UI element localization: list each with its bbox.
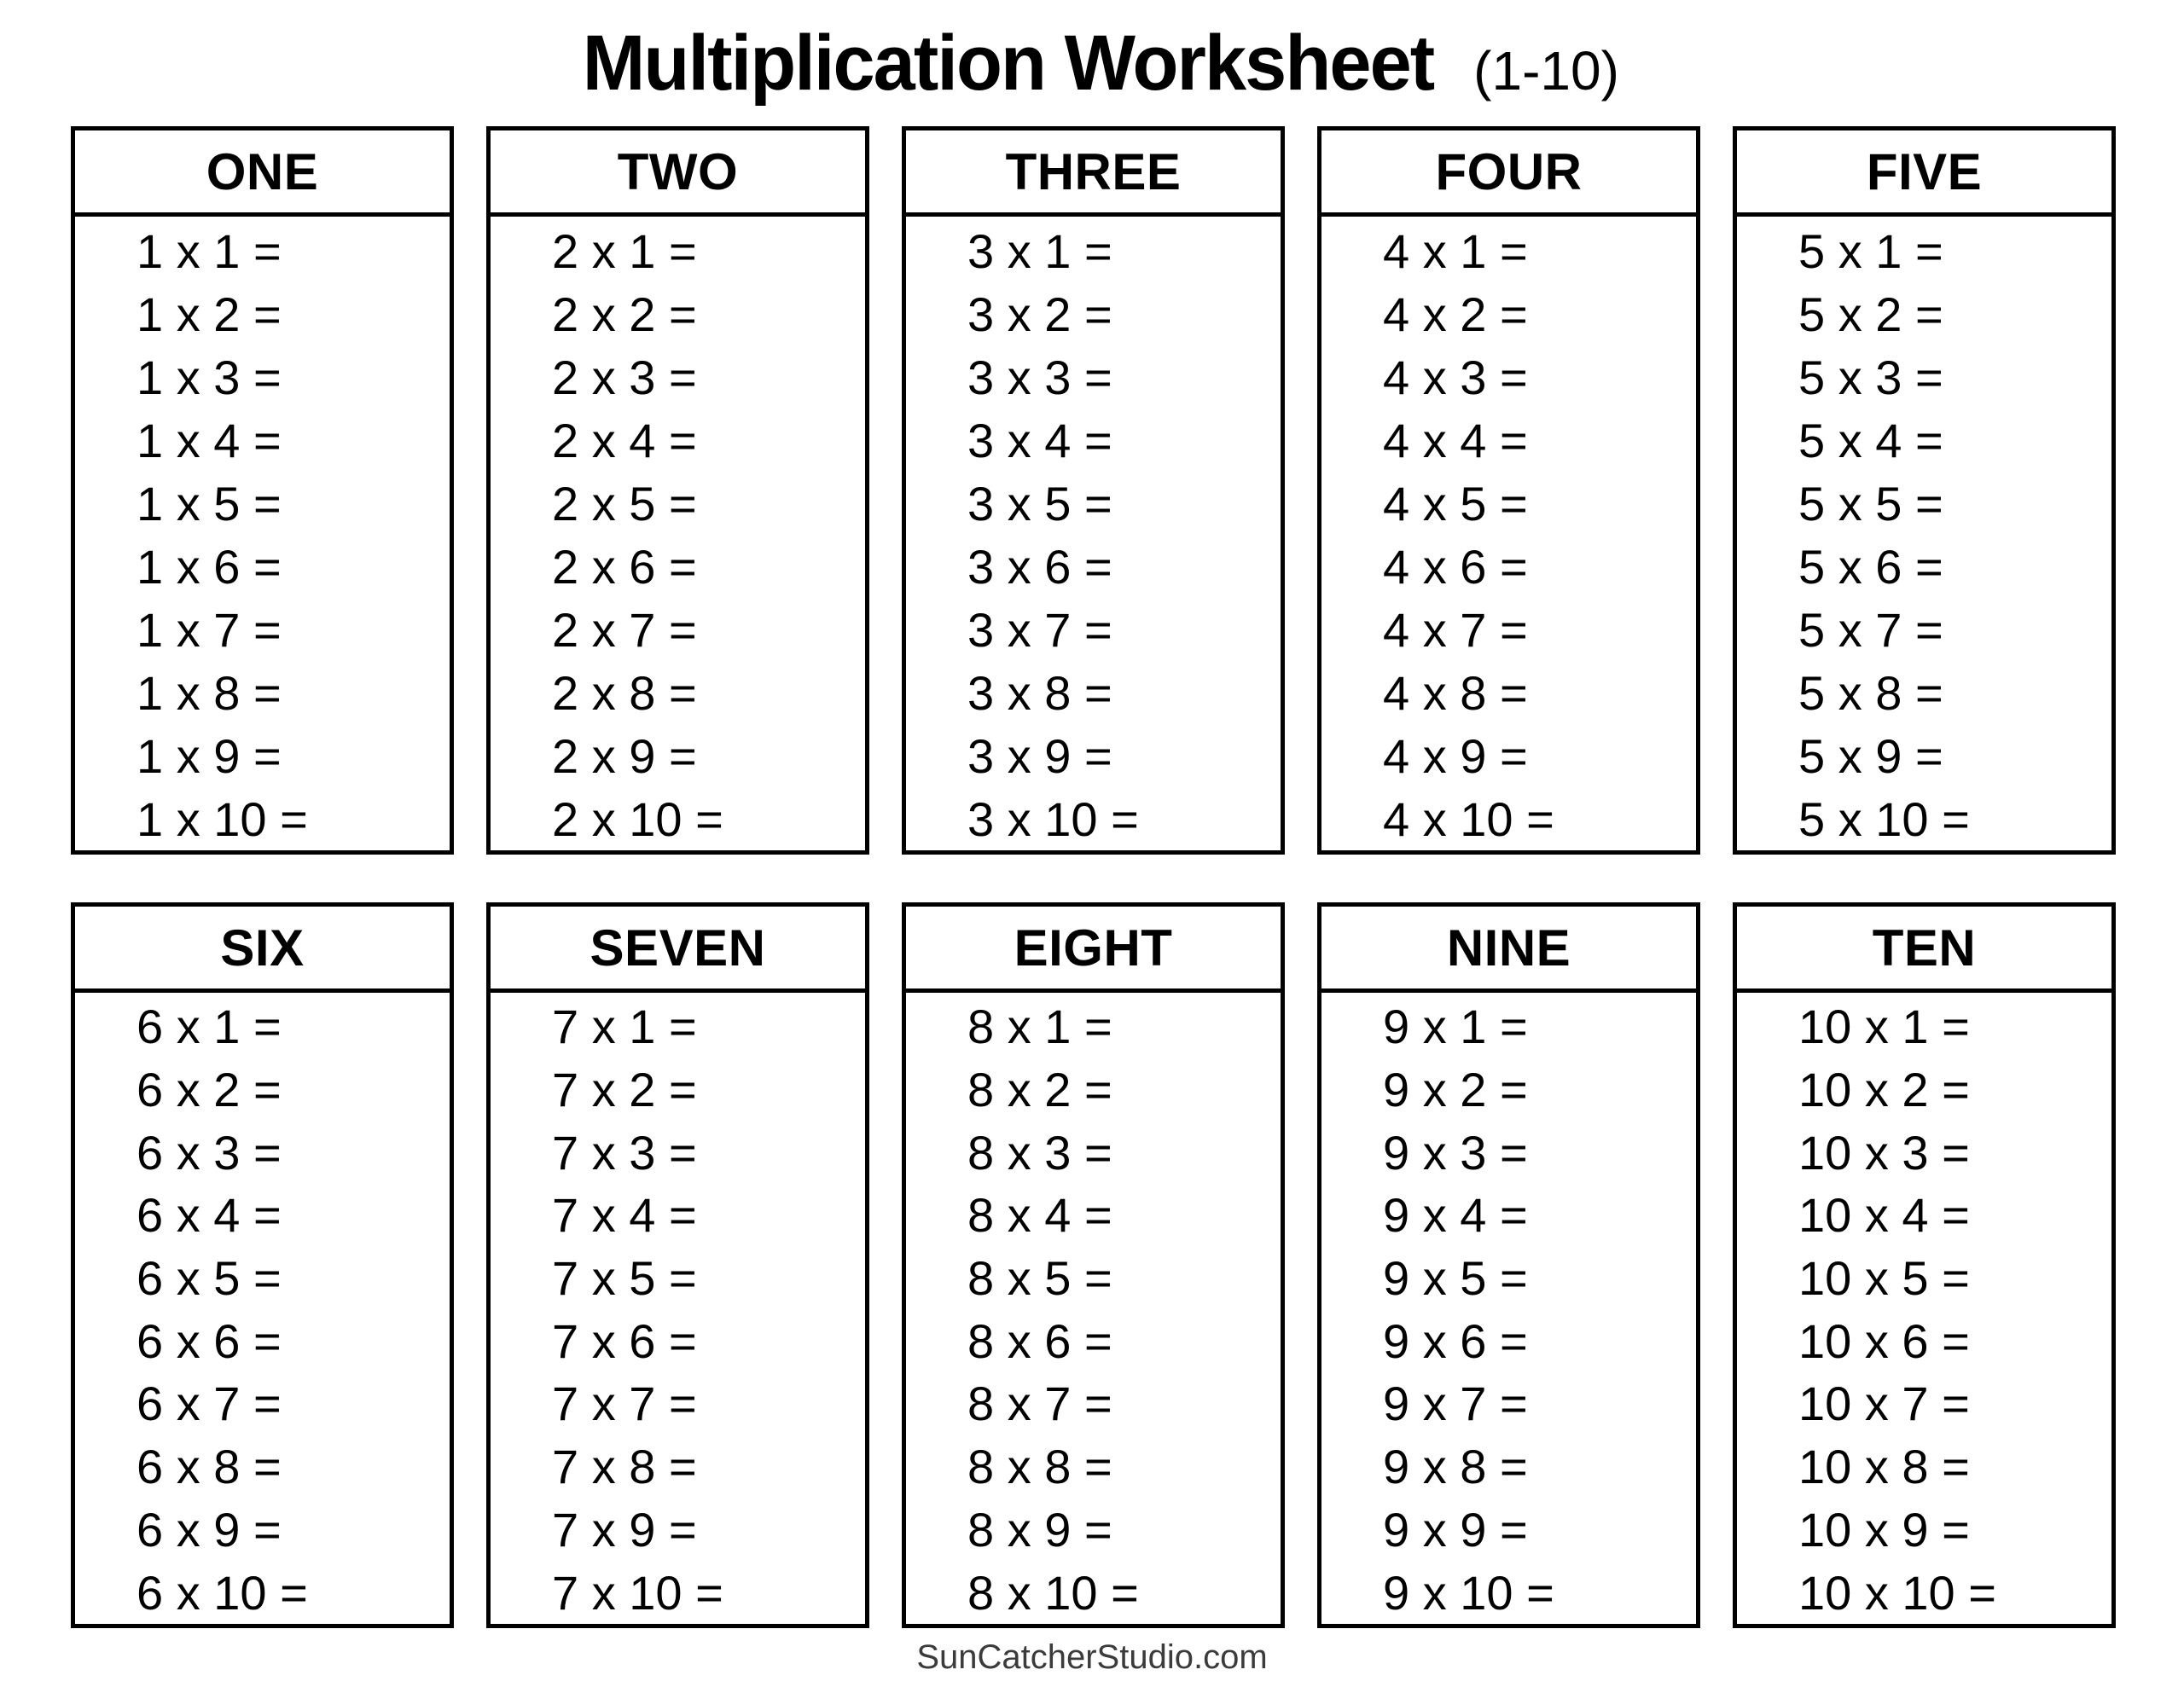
problem-text: 5 x 2 =	[1798, 287, 1943, 341]
problem-text: 2 x 9 =	[552, 728, 697, 783]
problem-text: 5 x 1 =	[1798, 223, 1943, 278]
table-eight-header: EIGHT	[906, 907, 1281, 993]
problem-text: 10 x 4 =	[1798, 1188, 1970, 1243]
problem-text: 8 x 5 =	[967, 1251, 1112, 1306]
problem-text: 5 x 4 =	[1798, 413, 1943, 467]
page-title-range: (1-10)	[1473, 39, 1619, 101]
problem-text: 5 x 7 =	[1798, 602, 1943, 657]
table-six-header: SIX	[75, 907, 450, 993]
problem-text: 9 x 7 =	[1383, 1377, 1528, 1431]
problem-text: 4 x 8 =	[1383, 665, 1528, 720]
problem-text: 10 x 5 =	[1798, 1251, 1970, 1306]
problem-text: 6 x 3 =	[136, 1125, 282, 1180]
problem-text: 3 x 3 =	[967, 350, 1112, 404]
problem-text: 2 x 1 =	[552, 223, 697, 278]
problem-text: 10 x 1 =	[1798, 1000, 1970, 1054]
table-four	[1317, 126, 1700, 855]
problem-text: 4 x 7 =	[1383, 602, 1528, 657]
table-three	[902, 126, 1285, 855]
table-nine-body	[1321, 993, 1696, 1624]
table-six-body	[75, 993, 450, 1624]
problem-text: 8 x 1 =	[967, 1000, 1112, 1054]
problem-text: 6 x 8 =	[136, 1440, 282, 1494]
page-title-main: Multiplication Worksheet	[582, 19, 1434, 107]
table-five	[1733, 126, 2116, 855]
problem-text: 2 x 7 =	[552, 602, 697, 657]
problem-text: 6 x 6 =	[136, 1313, 282, 1368]
problem-text: 9 x 10 =	[1383, 1565, 1554, 1620]
problem-text: 3 x 2 =	[967, 287, 1112, 341]
table-nine-header: NINE	[1321, 907, 1696, 993]
problem-text: 9 x 5 =	[1383, 1251, 1528, 1306]
problem-text: 8 x 3 =	[967, 1125, 1112, 1180]
problem-text: 1 x 9 =	[136, 728, 282, 783]
table-three-body	[906, 217, 1281, 850]
problem-text: 10 x 6 =	[1798, 1313, 1970, 1368]
footer	[0, 1628, 2184, 1686]
page-title	[565, 19, 1619, 108]
problem-text: 3 x 6 =	[967, 539, 1112, 594]
problem-text: 5 x 9 =	[1798, 728, 1943, 783]
problem-text: 9 x 2 =	[1383, 1063, 1528, 1117]
table-ten	[1733, 902, 2116, 1628]
problem-text: 8 x 4 =	[967, 1188, 1112, 1243]
table-one-header: ONE	[75, 130, 450, 217]
problem-text: 2 x 10 =	[552, 791, 723, 846]
problem-text: 5 x 6 =	[1798, 539, 1943, 594]
problem-text: 7 x 5 =	[552, 1251, 697, 1306]
problem-text: 1 x 4 =	[136, 413, 282, 467]
title-bar	[0, 0, 2184, 126]
table-ten-body	[1737, 993, 2111, 1624]
problem-text: 5 x 8 =	[1798, 665, 1943, 720]
problem-text: 6 x 2 =	[136, 1063, 282, 1117]
problem-text: 2 x 3 =	[552, 350, 697, 404]
problem-text: 3 x 10 =	[967, 791, 1139, 846]
problem-text: 10 x 7 =	[1798, 1377, 1970, 1431]
table-eight	[902, 902, 1285, 1628]
problem-text: 2 x 8 =	[552, 665, 697, 720]
problem-text: 5 x 5 =	[1798, 476, 1943, 530]
table-four-body	[1321, 217, 1696, 850]
problem-text: 4 x 1 =	[1383, 223, 1528, 278]
problem-text: 2 x 4 =	[552, 413, 697, 467]
table-ten-header: TEN	[1737, 907, 2111, 993]
problem-text: 8 x 2 =	[967, 1063, 1112, 1117]
problem-text: 3 x 4 =	[967, 413, 1112, 467]
problem-text: 7 x 3 =	[552, 1125, 697, 1180]
problem-text: 7 x 2 =	[552, 1063, 697, 1117]
problem-text: 9 x 6 =	[1383, 1313, 1528, 1368]
problem-text: 6 x 4 =	[136, 1188, 282, 1243]
table-two-header: TWO	[491, 130, 865, 217]
problem-text: 7 x 6 =	[552, 1313, 697, 1368]
problem-text: 10 x 9 =	[1798, 1502, 1970, 1557]
problem-text: 6 x 7 =	[136, 1377, 282, 1431]
problem-text: 9 x 8 =	[1383, 1440, 1528, 1494]
problem-text: 1 x 5 =	[136, 476, 282, 530]
problem-text: 1 x 3 =	[136, 350, 282, 404]
table-two	[486, 126, 869, 855]
problem-text: 1 x 10 =	[136, 791, 308, 846]
problem-text: 2 x 5 =	[552, 476, 697, 530]
problem-text: 10 x 3 =	[1798, 1125, 1970, 1180]
problem-text: 5 x 10 =	[1798, 791, 1970, 846]
problem-text: 4 x 10 =	[1383, 791, 1554, 846]
table-seven-header: SEVEN	[491, 907, 865, 993]
problem-text: 4 x 3 =	[1383, 350, 1528, 404]
table-one-body	[75, 217, 450, 850]
problem-text: 2 x 2 =	[552, 287, 697, 341]
table-two-body	[491, 217, 865, 850]
table-seven-body	[491, 993, 865, 1624]
table-seven	[486, 902, 869, 1628]
problem-text: 4 x 2 =	[1383, 287, 1528, 341]
problem-text: 10 x 8 =	[1798, 1440, 1970, 1494]
footer-site-text: SunCatcherStudio.com	[916, 1638, 1268, 1676]
table-four-header: FOUR	[1321, 130, 1696, 217]
problem-text: 9 x 3 =	[1383, 1125, 1528, 1180]
problem-text: 7 x 9 =	[552, 1502, 697, 1557]
table-eight-body	[906, 993, 1281, 1624]
problem-text: 1 x 1 =	[136, 223, 282, 278]
problem-text: 7 x 7 =	[552, 1377, 697, 1431]
tables-row-1	[71, 126, 2116, 855]
problem-text: 6 x 5 =	[136, 1251, 282, 1306]
problem-text: 7 x 8 =	[552, 1440, 697, 1494]
problem-text: 3 x 7 =	[967, 602, 1112, 657]
problem-text: 7 x 10 =	[552, 1565, 723, 1620]
problem-text: 10 x 2 =	[1798, 1063, 1970, 1117]
problem-text: 8 x 8 =	[967, 1440, 1112, 1494]
problem-text: 4 x 9 =	[1383, 728, 1528, 783]
problem-text: 10 x 10 =	[1798, 1565, 1996, 1620]
table-three-header: THREE	[906, 130, 1281, 217]
table-one	[71, 126, 454, 855]
problem-text: 6 x 1 =	[136, 1000, 282, 1054]
problem-text: 5 x 3 =	[1798, 350, 1943, 404]
problem-text: 1 x 7 =	[136, 602, 282, 657]
problem-text: 4 x 4 =	[1383, 413, 1528, 467]
table-nine	[1317, 902, 1700, 1628]
problem-text: 9 x 9 =	[1383, 1502, 1528, 1557]
problem-text: 2 x 6 =	[552, 539, 697, 594]
problem-text: 3 x 9 =	[967, 728, 1112, 783]
problem-text: 8 x 9 =	[967, 1502, 1112, 1557]
problem-text: 7 x 1 =	[552, 1000, 697, 1054]
problem-text: 3 x 5 =	[967, 476, 1112, 530]
problem-text: 8 x 6 =	[967, 1313, 1112, 1368]
table-five-header: FIVE	[1737, 130, 2111, 217]
problem-text: 1 x 2 =	[136, 287, 282, 341]
problem-text: 8 x 7 =	[967, 1377, 1112, 1431]
table-five-body	[1737, 217, 2111, 850]
table-six	[71, 902, 454, 1628]
problem-text: 9 x 4 =	[1383, 1188, 1528, 1243]
problem-text: 1 x 8 =	[136, 665, 282, 720]
problem-text: 7 x 4 =	[552, 1188, 697, 1243]
problem-text: 6 x 10 =	[136, 1565, 308, 1620]
problem-text: 3 x 1 =	[967, 223, 1112, 278]
problem-text: 9 x 1 =	[1383, 1000, 1528, 1054]
problem-text: 8 x 10 =	[967, 1565, 1139, 1620]
problem-text: 4 x 5 =	[1383, 476, 1528, 530]
tables-grid	[0, 126, 2184, 1628]
problem-text: 1 x 6 =	[136, 539, 282, 594]
problem-text: 6 x 9 =	[136, 1502, 282, 1557]
problem-text: 4 x 6 =	[1383, 539, 1528, 594]
problem-text: 3 x 8 =	[967, 665, 1112, 720]
tables-row-2	[71, 902, 2116, 1628]
